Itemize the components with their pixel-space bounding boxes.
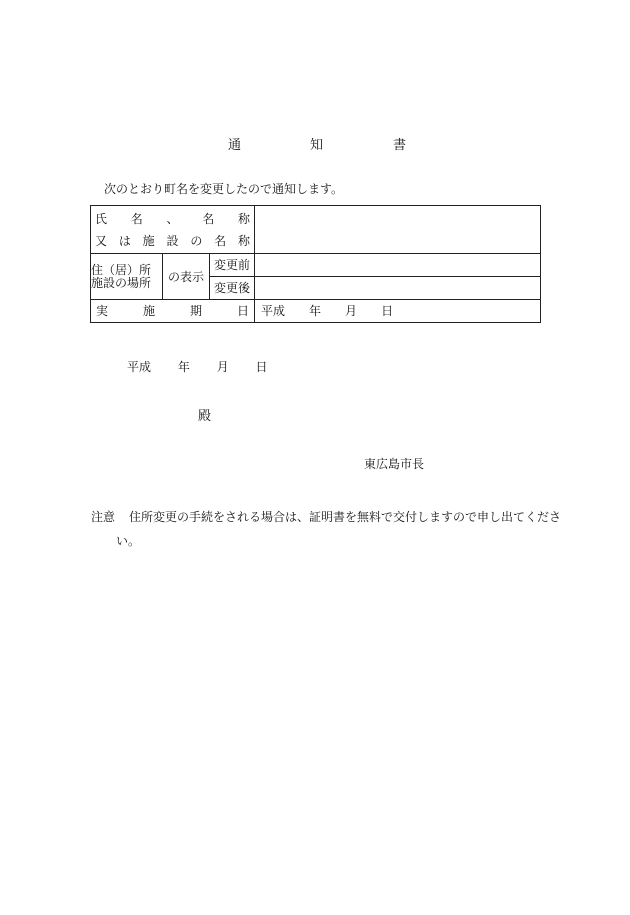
name-label-char: 名 [130,211,143,226]
note-line1 [91,508,561,525]
date-month: 月 [345,304,358,318]
name-label-cell [91,206,255,254]
intro-text: 次のとおり町名を変更したので通知します。 [104,182,344,196]
date-value-cell[interactable] [255,300,541,323]
address-label-line2: 施設の場所 [91,275,152,290]
title-char-1: 通 [228,138,242,153]
date-label-cell [91,300,255,323]
date-day: 日 [381,304,394,318]
date-label-char: 日 [237,304,250,318]
date-label-char: 期 [190,304,203,318]
address-label-line1: 住（居）所 [91,262,152,277]
after-label-cell: 変更後 [210,277,255,300]
name-label-char: 名 [214,233,227,248]
notice-table [90,205,541,323]
name-label-char: 称 [237,233,250,248]
name-label-char: 称 [238,211,251,226]
date-era: 平成 [261,304,286,318]
name-label-row1 [91,208,254,230]
title-char-2: 知 [310,138,324,153]
name-label-char: 施 [142,233,155,248]
note-label: 注意 [91,510,116,524]
issue-date-day: 日 [255,360,268,374]
issue-date-year: 年 [177,360,190,374]
date-label-char: 施 [143,304,156,318]
name-label-char: は [118,233,131,248]
display-label-cell: の表示 [163,254,210,300]
date-year: 年 [309,304,322,318]
address-label-cell [91,254,163,300]
date-value [255,300,540,322]
issue-date-era: 平成 [127,360,152,374]
issuer-name: 東広島市長 [364,457,425,471]
title-char-3: 書 [393,138,407,153]
name-label-char: 、 [166,211,179,226]
issue-date-month: 月 [216,360,229,374]
issue-date [127,358,268,375]
name-label-char: 設 [166,233,179,248]
name-label-char: の [190,233,203,248]
after-value-cell[interactable] [255,277,541,300]
date-label [91,300,254,322]
name-label-row2 [91,230,254,252]
before-value-cell[interactable] [255,254,541,277]
name-value-cell[interactable] [255,206,541,254]
recipient-suffix: 殿 [198,409,212,424]
note-line2: い。 [116,534,141,548]
date-label-char: 実 [96,304,109,318]
before-label-cell: 変更前 [210,254,255,277]
name-label-char: 又 [95,233,108,248]
name-label-char: 氏 [95,211,108,226]
name-label-char: 名 [202,211,215,226]
note-text-line1: 住所変更の手続をされる場合は、証明書を無料で交付しますので申し出てくださ [129,510,562,524]
